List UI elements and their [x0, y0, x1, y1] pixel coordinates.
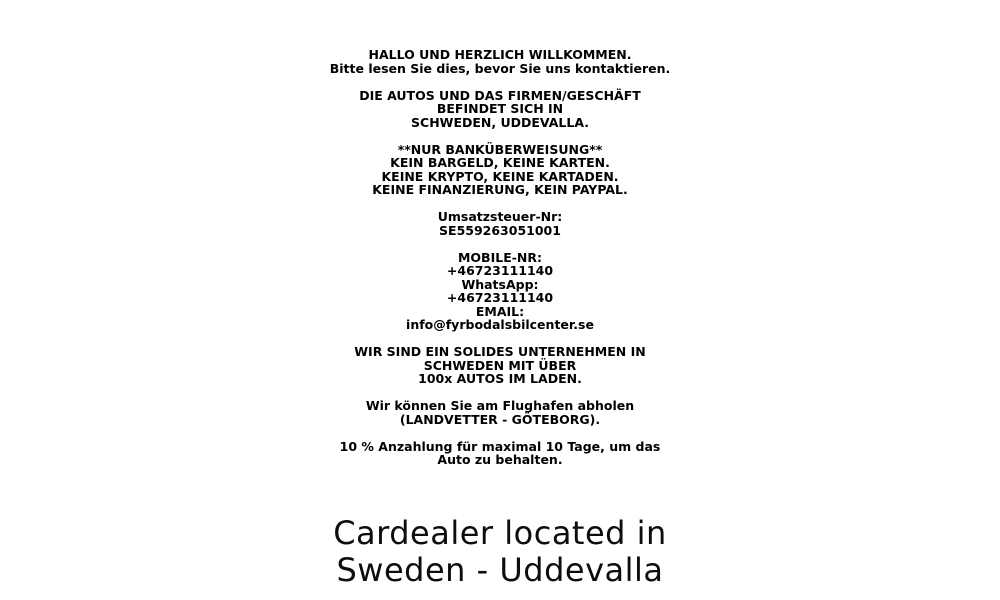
notice-paragraph-welcome: HALLO UND HERZLICH WILLKOMMEN. Bitte lesen Sie dies, bevor Sie uns kontaktieren. [329, 47, 671, 76]
dealer-location-heading [0, 515, 1000, 589]
notice-paragraph-company-info: WIR SIND EIN SOLIDES UNTERNEHMEN IN SCHWEDEN MIT ÜBER 100x AUTOS IM LADEN. [354, 344, 646, 386]
dealer-location-heading-line2: Sweden - Uddevalla [336, 550, 664, 589]
notice-paragraph-contact: MOBILE-NR: +46723111140 WhatsApp: +46723111140 EMAIL: info@fyrbodalsbilcenter.se [406, 249, 594, 332]
notice-paragraph-location: DIE AUTOS UND DAS FIRMEN/GESCHÄFT BEFINDET SICH IN SCHWEDEN, UDDEVALLA. [359, 87, 641, 130]
notice-paragraph-payment-terms: **NUR BANKÜBERWEISUNG** KEIN BARGELD, KEINE KARTEN. KEINE KRYPTO, KEINE KARTADEN. KEINE FINANZIERUNG, KEIN PAYPAL. [372, 141, 628, 197]
notice-paragraph-airport-pickup: Wir können Sie am Flughafen abholen (LANDVETTER - GÖTEBORG). [365, 398, 635, 427]
notice-paragraph-vat-number: Umsatzsteuer-Nr: SE559263051001 [437, 209, 563, 238]
dealer-location-heading-line1: Cardealer located in [333, 513, 667, 552]
notice-paragraph-deposit-terms: 10 % Anzahlung für maximal 10 Tage, um das Auto zu behalten. [339, 438, 661, 467]
